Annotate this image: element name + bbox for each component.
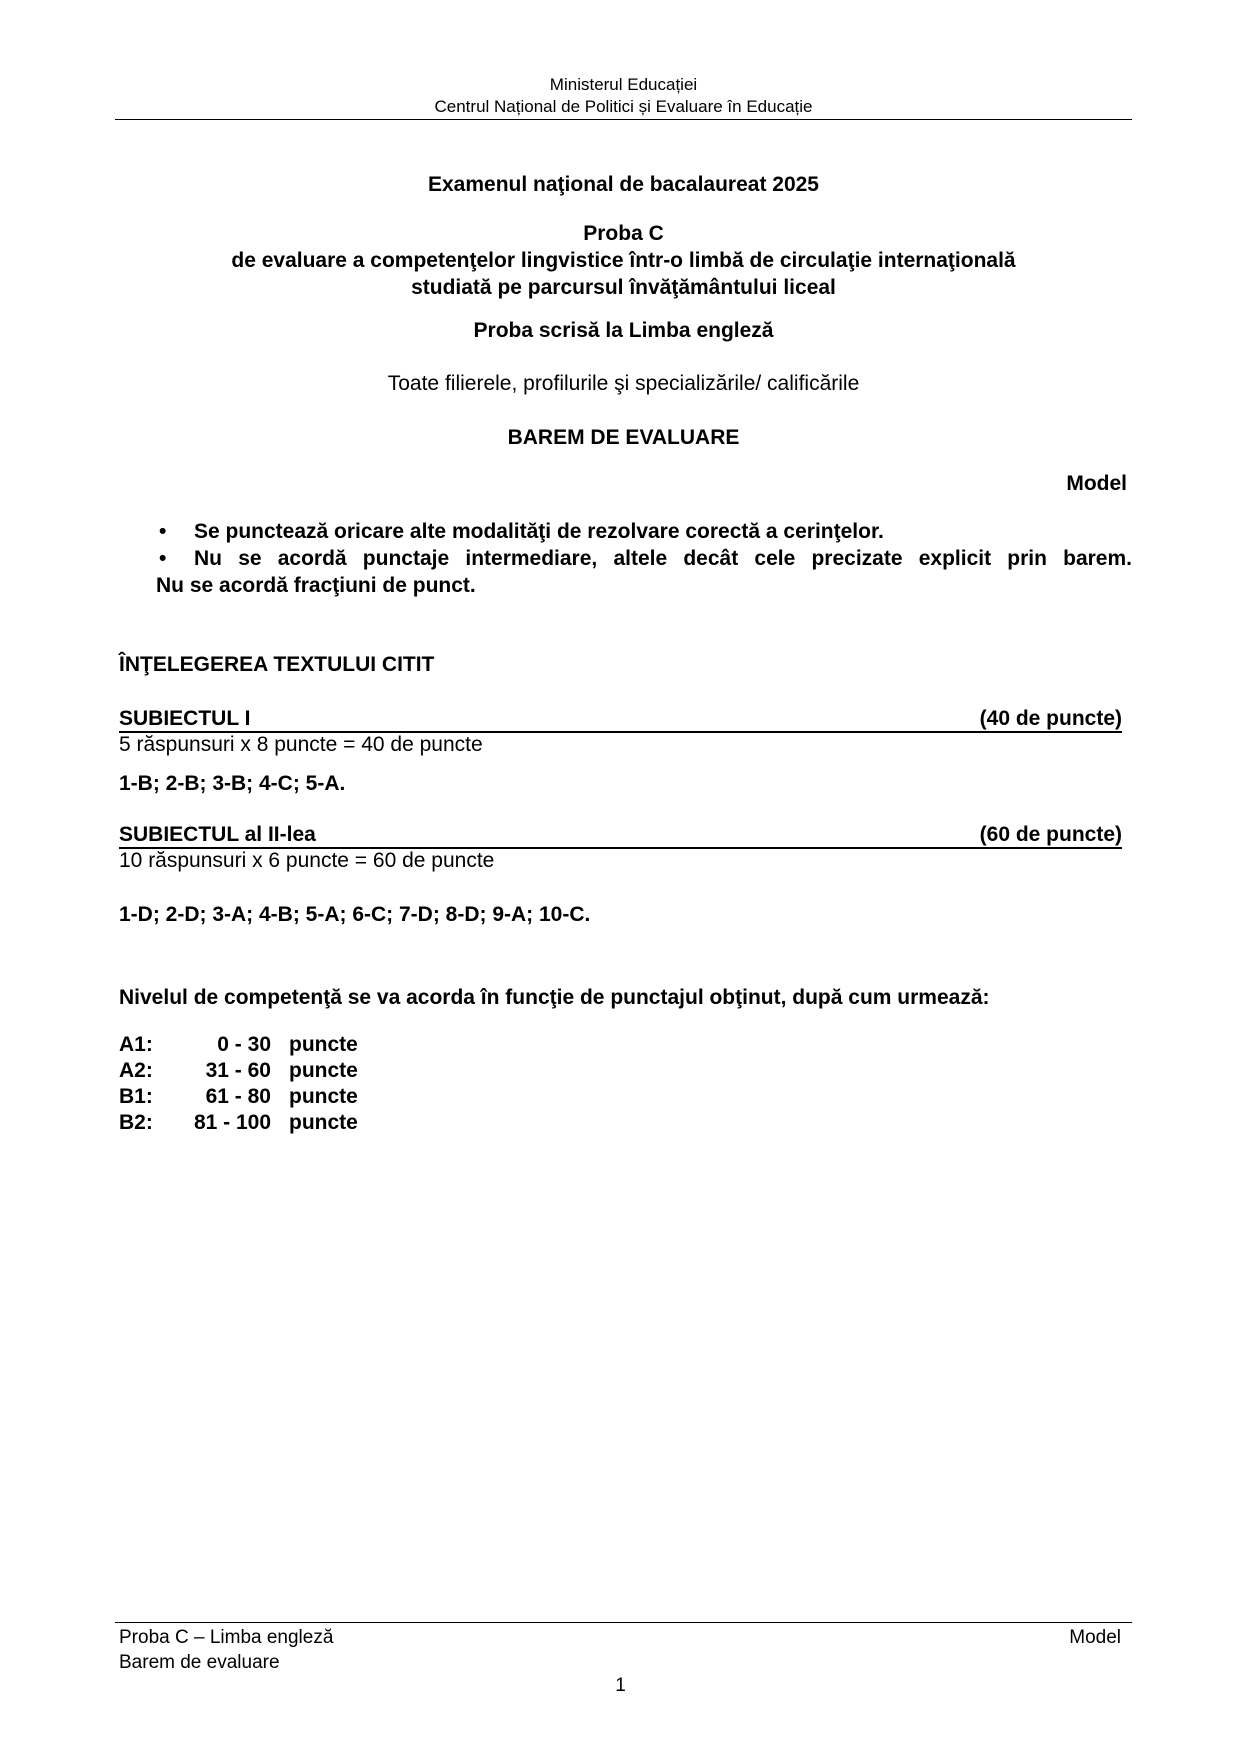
barem-title: BAREM DE EVALUARE (507, 426, 740, 449)
bullet-icon: • (159, 520, 167, 543)
subject-2-points: (60 de puncte) (979, 823, 1122, 846)
subject-1-calc: 5 răspunsuri x 8 puncte = 40 de puncte (119, 733, 483, 756)
level-code: A2: (119, 1059, 153, 1082)
footer-doc-type: Barem de evaluare (119, 1652, 280, 1673)
level-row (119, 1058, 358, 1084)
subject-1-label: SUBIECTUL I (119, 707, 251, 730)
filiere-line: Toate filierele, profilurile şi specializările/ calificările (387, 372, 860, 395)
rule-continuation: Nu se acordă fracţiuni de punct. (156, 574, 476, 597)
subject-2-label: SUBIECTUL al II-lea (119, 823, 316, 846)
subject-2-answers: 1-D; 2-D; 3-A; 4-B; 5-A; 6-C; 7-D; 8-D; 9-A; 10-C. (119, 903, 591, 926)
level-code: A1: (119, 1033, 153, 1056)
level-range: 81 - 100 (193, 1111, 271, 1134)
proba-desc-line1: de evaluare a competenţelor lingvistice într-o limbă de circulaţie internaţională (231, 249, 1016, 272)
section-title: ÎNŢELEGEREA TEXTULUI CITIT (119, 653, 435, 676)
level-unit: puncte (289, 1033, 358, 1056)
page-number: 1 (615, 1675, 626, 1696)
footer-model: Model (1069, 1627, 1121, 1648)
footer-test-name: Proba C – Limba engleză (119, 1627, 334, 1648)
level-row (119, 1110, 358, 1136)
rule-text: Nu se acordă punctaje intermediare, altele decât cele precizate explicit prin barem. (194, 547, 1132, 570)
competence-level-title: Nivelul de competenţă se va acorda în funcţie de punctajul obţinut, după cum urmează: (119, 986, 990, 1009)
general-rules (156, 518, 1132, 599)
level-unit: puncte (289, 1059, 358, 1082)
level-code: B2: (119, 1111, 153, 1134)
subject-1-answers: 1-B; 2-B; 3-B; 4-C; 5-A. (119, 772, 346, 795)
exam-title: Examenul naţional de bacalaureat 2025 (427, 173, 819, 196)
subject-2-header (119, 823, 1122, 849)
level-unit: puncte (289, 1111, 358, 1134)
header-ministry: Ministerul Educației (549, 75, 698, 94)
level-unit: puncte (289, 1085, 358, 1108)
proba-block (115, 220, 1132, 301)
page-header (115, 74, 1132, 118)
rule-text: Se punctează oricare alte modalităţi de rezolvare corectă a cerinţelor. (194, 520, 884, 543)
competence-levels-table (119, 1032, 358, 1136)
level-row (119, 1084, 358, 1110)
level-code: B1: (119, 1085, 153, 1108)
level-range: 61 - 80 (205, 1085, 271, 1108)
header-divider (115, 119, 1132, 120)
model-label: Model (1066, 472, 1127, 495)
rule-item (156, 545, 1132, 572)
level-row (119, 1032, 358, 1058)
subject-2-calc: 10 răspunsuri x 6 puncte = 60 de puncte (119, 849, 495, 872)
written-test-title: Proba scrisă la Limba engleză (473, 319, 774, 342)
subject-1-points: (40 de puncte) (979, 707, 1122, 730)
proba-title: Proba C (583, 222, 664, 245)
footer-divider (115, 1622, 1132, 1623)
level-range: 0 - 30 (217, 1033, 271, 1056)
subject-1-header (119, 707, 1122, 733)
proba-desc-line2: studiată pe parcursul învăţământului liceal (411, 276, 836, 299)
rule-item (156, 518, 1132, 545)
level-range: 31 - 60 (205, 1059, 271, 1082)
header-center: Centrul Național de Politici și Evaluare în Educație (434, 97, 813, 116)
footer-left (119, 1625, 333, 1675)
bullet-icon: • (159, 547, 167, 570)
